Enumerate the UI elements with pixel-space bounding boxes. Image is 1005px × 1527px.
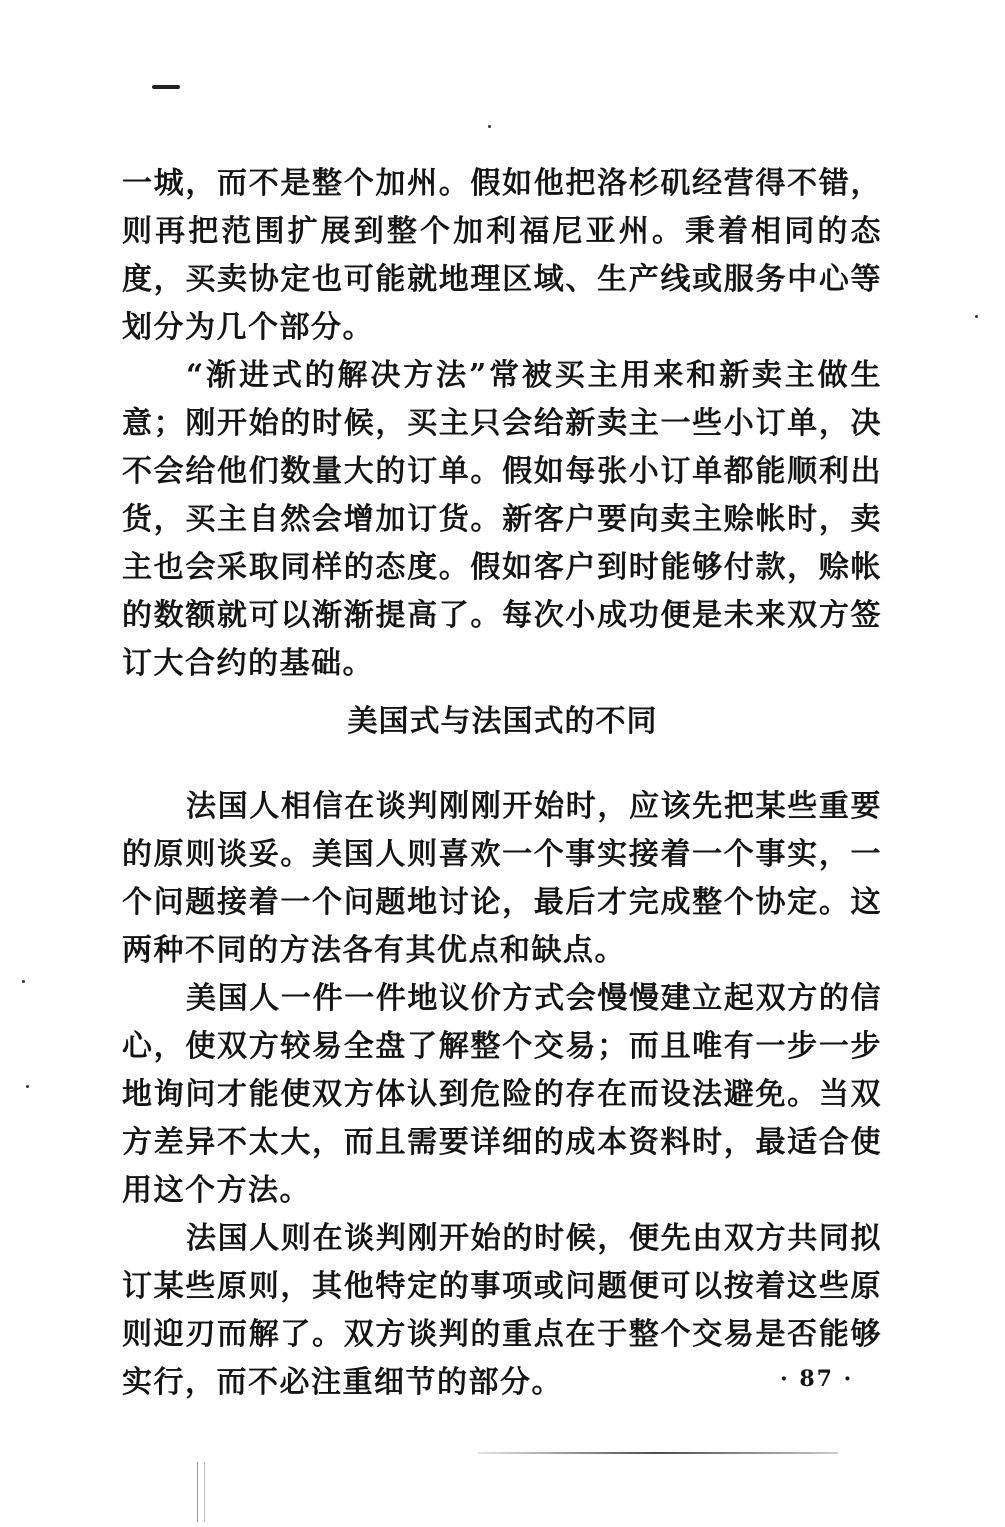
paragraph-french-principles: 法国人相信在谈判刚刚开始时，应该先把某些重要的原则谈妥。美国人则喜欢一个事实接着一个事实，一个问题接着一个问题地讨论，最后才完成整个协定。这两种不同的方法各有其优点和缺点。 (122, 789, 882, 968)
paragraph-continued: 一城，而不是整个加州。假如他把洛杉矶经营得不错，则再把范围扩展到整个加利福尼亚州。秉着相同的态度，买卖协定也可能就地理区域、生产线或服务中心等划分为几个部分。 (122, 166, 882, 345)
page-number: · 87 · (780, 1366, 854, 1392)
scan-artifact-mark (152, 85, 180, 89)
scan-margin-mark (197, 1462, 205, 1522)
scan-speck (488, 125, 491, 128)
scan-speck (22, 980, 25, 983)
scan-speck (975, 315, 978, 318)
paragraph-french-method: 法国人则在谈判刚开始的时候，便先由双方共同拟订某些原则，其他特定的事项或问题便可以按着这些原则迎刃而解了。双方谈判的重点在于整个交易是否能够实行，而不必注重细节的部分。 (122, 1221, 882, 1400)
bottom-text-block (122, 783, 882, 1407)
paragraph-american-method: 美国人一件一件地议价方式会慢慢建立起双方的信心，使双方较易全盘了解整个交易；而且唯有一步一步地询问才能使双方体认到危险的存在而设法避免。当双方差异不太大，而且需要详细的成本资料时，最适合使用这个方法。 (122, 981, 882, 1208)
top-text-block (122, 160, 882, 688)
section-heading: 美国式与法国式的不同 (347, 704, 658, 739)
scan-bottom-line (478, 1452, 838, 1454)
paragraph-gradual-approach: “渐进式的解决方法”常被买主用来和新卖主做生意；刚开始的时候，买主只会给新卖主一些小订单，决不会给他们数量大的订单。假如每张小订单都能顺利出货，买主自然会增加订货。新客户要向卖主赊帐时，卖主也会采取同样的态度。假如客户到时能够付款，赊帐的数额就可以渐渐提高了。每次小成功便是未来双方签订大合约的基础。 (122, 358, 882, 681)
scan-speck (26, 1085, 29, 1088)
